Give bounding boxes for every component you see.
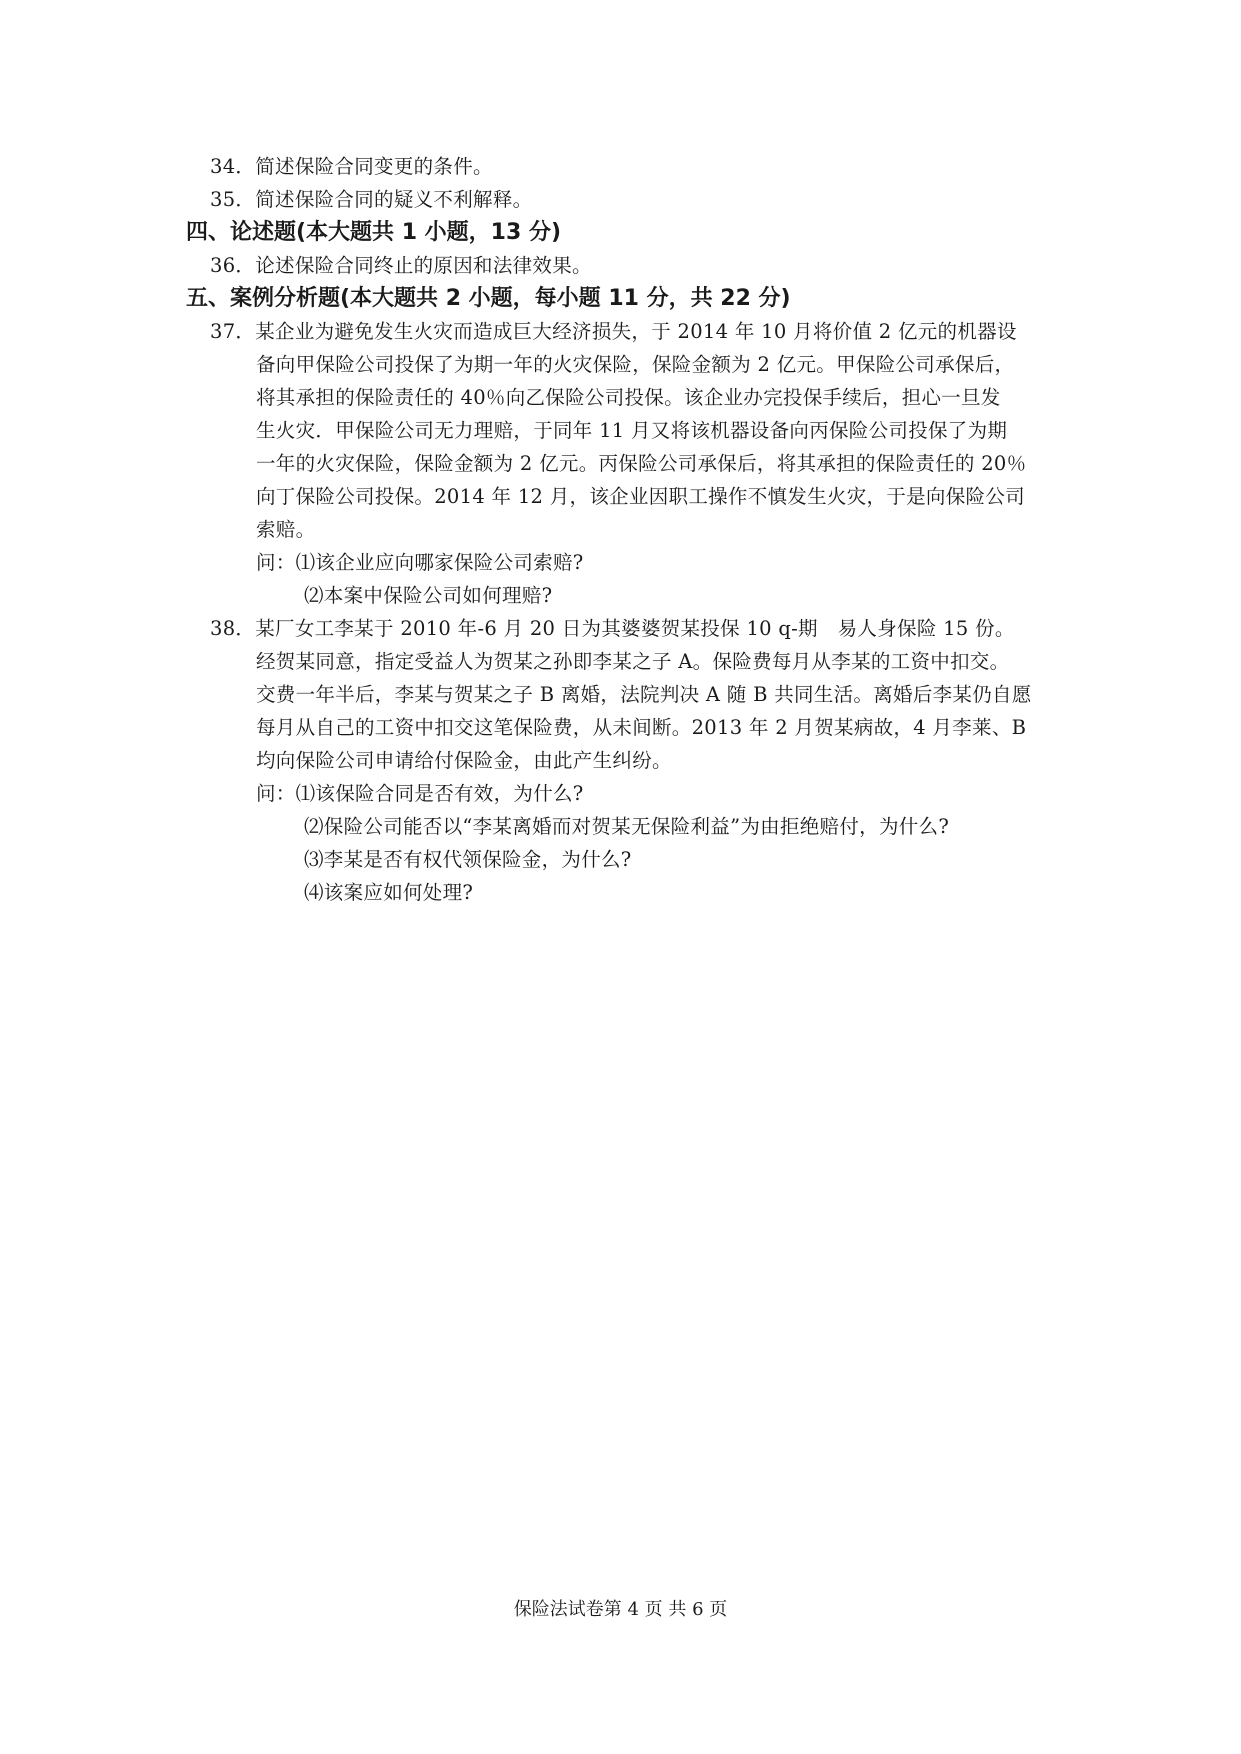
case-line: 向丁保险公司投保。2014 年 12 月，该企业因职工操作不慎发生火灾，于是向保险公司 xyxy=(256,485,1025,508)
ask-label: 问： xyxy=(256,551,296,574)
question-text: 简述保险合同变更的条件。 xyxy=(255,155,493,178)
case-line: 每月从自己的工资中扣交这笔保险费，从未间断。2013 年 2 月贺某病故，4 月李莱、B xyxy=(256,716,1027,739)
case-line: 经贺某同意，指定受益人为贺某之孙即李某之子 A。保险费每月从李某的工资中扣交。 xyxy=(256,650,1010,673)
question-number: 35． xyxy=(210,188,256,211)
case-37 xyxy=(186,315,1066,612)
section-5-heading: 五、案例分析题(本大题共 2 小题，每小题 11 分，共 22 分) xyxy=(186,286,791,311)
question-35 xyxy=(186,183,1066,216)
page-content xyxy=(186,150,1066,909)
sub-question: ⑵保险公司能否以“李某离婚而对贺某无保险利益”为由拒绝赔付，为什么? xyxy=(304,815,950,838)
question-number: 36． xyxy=(210,254,256,277)
question-number: 37． xyxy=(210,320,256,343)
case-line: 均向保险公司申请给付保险金，由此产生纠纷。 xyxy=(256,749,672,772)
case-line: 索赔。 xyxy=(256,518,316,541)
case-38 xyxy=(186,612,1066,909)
section-4-heading: 四、论述题(本大题共 1 小题，13 分) xyxy=(186,220,562,245)
page-footer: 保险法试卷第 4 页 共 6 页 xyxy=(513,1599,728,1620)
sub-question: ⑵本案中保险公司如何理赔? xyxy=(304,584,553,607)
case-line: 生火灾．甲保险公司无力理赔，于同年 11 月又将该机器设备向丙保险公司投保了为期 xyxy=(256,419,1008,442)
ask-label: 问： xyxy=(256,782,296,805)
case-line: 将其承担的保险责任的 40％向乙保险公司投保。该企业办完投保手续后，担心一旦发 xyxy=(256,386,1001,409)
sub-question: ⑷该案应如何处理? xyxy=(304,881,474,904)
question-text: 简述保险合同的疑义不利解释。 xyxy=(255,188,533,211)
case-line: 一年的火灾保险，保险金额为 2 亿元。丙保险公司承保后，将其承担的保险责任的 20％ xyxy=(256,452,1027,475)
case-line: 备向甲保险公司投保了为期一年的火灾保险，保险金额为 2 亿元。甲保险公司承保后， xyxy=(256,353,1015,376)
case-line: 38．某厂女工李某于 2010 年-6 月 20 日为其婆婆贺某投保 10 q-期 易人身保险 15 份。 xyxy=(210,617,1015,640)
question-36 xyxy=(186,249,1066,282)
sub-question: ⑶李某是否有权代领保险金，为什么? xyxy=(304,848,632,871)
question-number: 38． xyxy=(210,617,256,640)
case-line: 交费一年半后，李某与贺某之子 B 离婚，法院判决 A 随 B 共同生活。离婚后李某仍自愿 xyxy=(256,683,1032,706)
question-34 xyxy=(186,150,1066,183)
case-line: 37．某企业为避免发生火灾而造成巨大经济损失，于 2014 年 10 月将价值 2 亿元的机器设 xyxy=(210,320,1017,343)
sub-question: 问：⑴该企业应向哪家保险公司索赔? xyxy=(256,551,584,574)
sub-question: 问：⑴该保险合同是否有效，为什么? xyxy=(256,782,584,805)
question-text: 论述保险合同终止的原因和法律效果。 xyxy=(255,254,592,277)
question-number: 34． xyxy=(210,155,256,178)
